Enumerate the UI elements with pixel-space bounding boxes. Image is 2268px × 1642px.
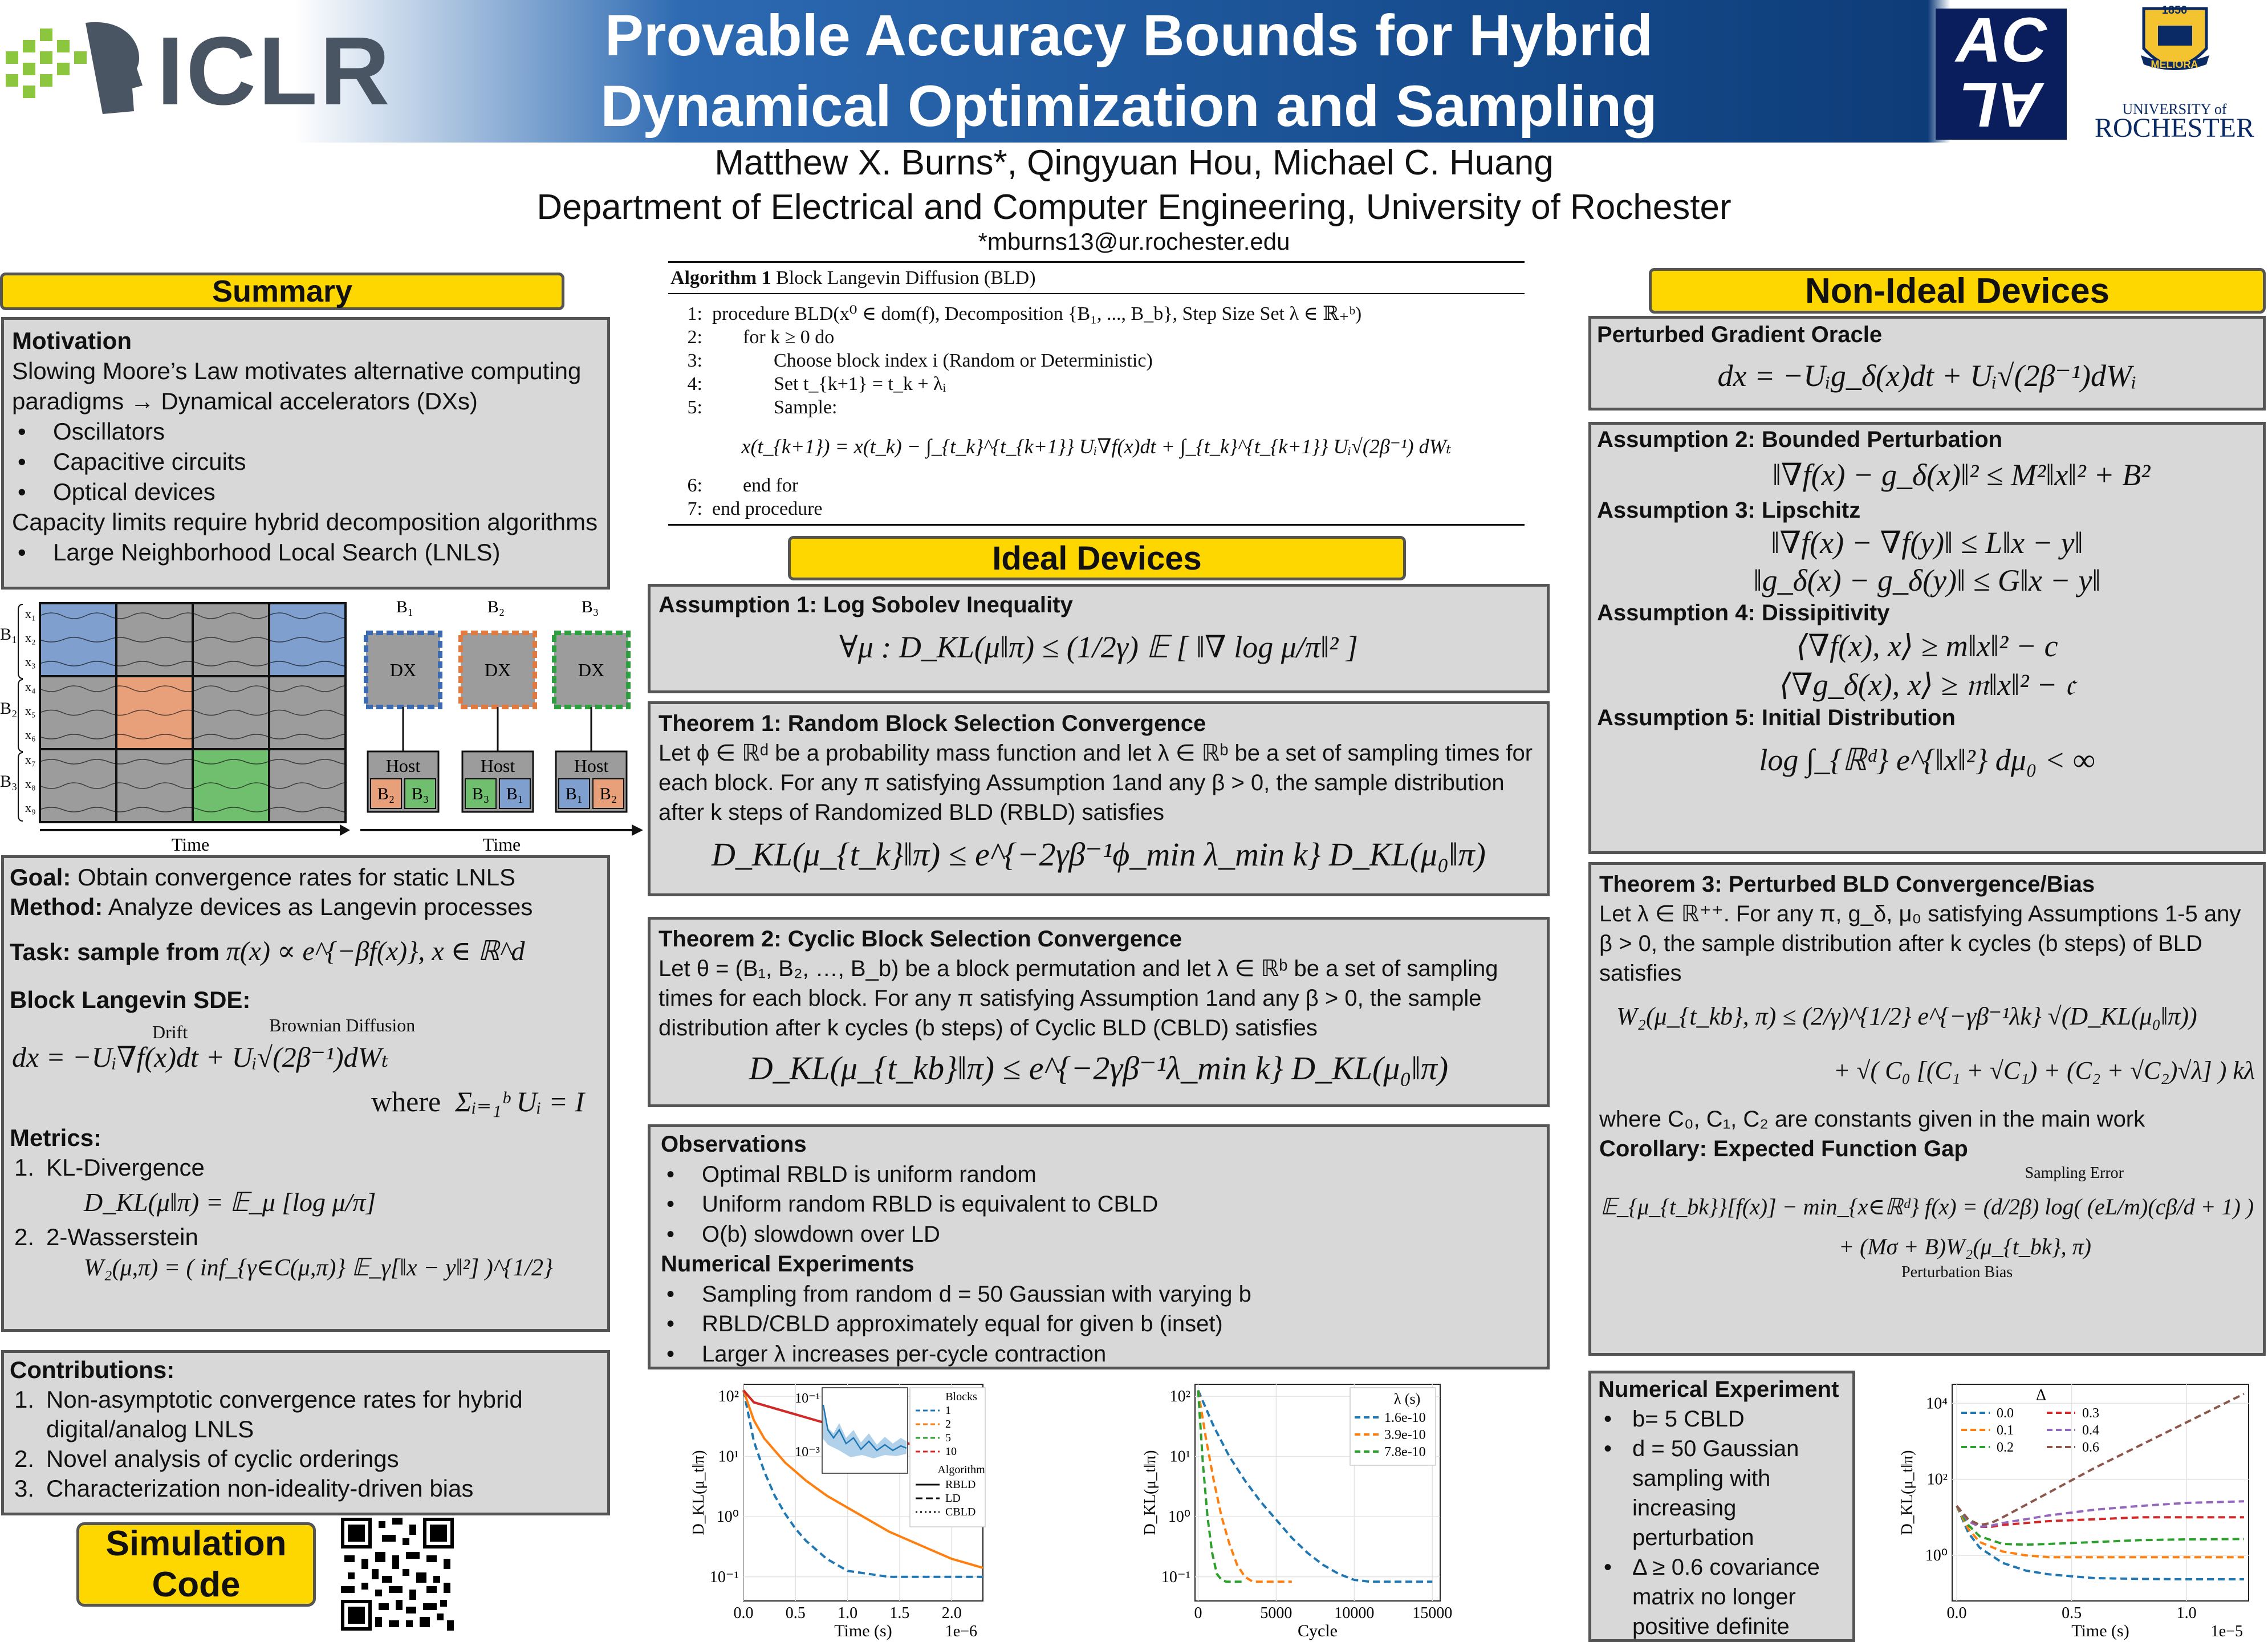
list-item: 2. 2-Wasserstein	[14, 1224, 198, 1250]
metric-2-equation: W₂(μ,π) = ( inf_{γ∈C(μ,π)} 𝔼_γ[‖x − y‖²] )^{1/2}	[84, 1255, 553, 1281]
sum-line	[10, 1084, 601, 1119]
theorem-3-title: Theorem 3: Perturbed BLD Convergence/Bias	[1599, 872, 2095, 897]
non-ideal-banner: Non-Ideal Devices	[1649, 268, 2266, 314]
numerical-experiments-list	[661, 1279, 1537, 1369]
legend-title: λ (s)	[1393, 1391, 1421, 1407]
authors: Matthew X. Burns*, Qingyuan Hou, Michael C. Huang	[714, 143, 1554, 182]
ur-year: 1850	[2161, 4, 2188, 17]
legend-title: Blocks	[945, 1391, 977, 1403]
inset-plot	[822, 1388, 908, 1473]
legend-label: 1	[945, 1404, 951, 1417]
iclr-logo-graphic	[0, 11, 148, 125]
corollary-title: Corollary: Expected Function Gap	[1599, 1136, 1968, 1161]
host-block: B₃	[472, 785, 490, 803]
list-item: • Uniform random RBLD is equivalent to CBLD	[661, 1189, 1537, 1220]
iclr-logo	[0, 11, 399, 125]
goal-label: Goal:	[10, 864, 71, 891]
method-text: Analyze devices as Langevin processes	[108, 893, 533, 920]
simulation-code-button[interactable]	[76, 1522, 316, 1607]
list-item: • O(b) slowdown over LD	[661, 1220, 1537, 1250]
algorithm-line	[668, 497, 1525, 521]
pgo-title: Perturbed Gradient Oracle	[1597, 322, 1883, 347]
list-item: • Optimal RBLD is uniform random	[661, 1160, 1537, 1190]
numerical-experiment-list	[1598, 1404, 1846, 1641]
assumption-1-title: Assumption 1: Log Sobolev Inequality	[659, 592, 1073, 617]
method-line	[10, 892, 601, 922]
motivation-bullets-1	[12, 416, 599, 507]
assumptions-box	[1588, 422, 2266, 854]
dx-label: DX	[578, 660, 605, 680]
motivation-text-1: Slowing Moore’s Law motivates alternative computing paradigms → Dynamical accelerators (DXs)	[12, 357, 582, 414]
block-label-b1: B₁	[0, 625, 18, 644]
task-label: Task: sample from	[10, 938, 220, 965]
y-tick-label: 10⁰	[1168, 1508, 1190, 1526]
task-line	[10, 937, 601, 967]
x-tick-label: 1.5	[889, 1604, 910, 1622]
legend-label: 0.0	[1997, 1406, 2014, 1421]
simulation-label-2: Code	[152, 1565, 241, 1604]
department: Department of Electrical and Computer Engineering, University of Rochester	[536, 188, 1732, 227]
list-item: • Δ ≥ 0.6 covariance matrix no longer positive definite	[1598, 1552, 1846, 1641]
list-item: 1. Non-asymptotic convergence rates for hybrid digital/analog LNLS	[14, 1386, 523, 1442]
y-axis-label: D_KL(μ_t‖π)	[690, 1450, 708, 1535]
legend-label: 2	[945, 1418, 951, 1430]
assumption-3-title: Assumption 3: Lipschitz	[1597, 498, 1861, 523]
assumption-1-equation: ∀μ : D_KL(μ‖π) ≤ (1/2γ) 𝔼 [ ‖∇ log μ/π‖² ]	[839, 630, 1358, 664]
assumption-5-title: Assumption 5: Initial Distribution	[1597, 705, 1956, 730]
theorem-3-equation-2: + √( C₀ [(C₁ + √C₁) + (C₂ + √C₂)√λ] ) kλ	[1833, 1056, 2255, 1084]
host-block: B₁	[506, 785, 524, 803]
inset-y-tick-label: 10⁻¹	[795, 1391, 820, 1406]
block-label-b3: B₃	[0, 772, 18, 791]
row-label: x₇	[25, 753, 36, 767]
line-text: Choose block index i (Random or Deterministic)	[774, 350, 1153, 371]
observations-box	[648, 1124, 1550, 1369]
assumption-4-equation-1: ⟨∇f(x), x⟩ ≥ m‖x‖² − c	[1796, 629, 2058, 663]
x-axis-label: Cycle	[1298, 1621, 1338, 1640]
list-item: • Capacitive circuits	[12, 446, 599, 477]
x-tick-label: 1.0	[838, 1604, 858, 1622]
inset-y-tick-label: 10⁻³	[795, 1445, 820, 1460]
x-tick-label: 2.0	[941, 1604, 962, 1622]
dx-block-label: B₁	[396, 598, 414, 616]
legend-label: 0.6	[2082, 1440, 2099, 1455]
y-tick-label: 10⁰	[1925, 1547, 1948, 1564]
x-tick-label: 0.5	[2062, 1604, 2082, 1622]
algorithm-body	[668, 294, 1525, 526]
method-label: Method:	[10, 893, 103, 920]
algorithm-line	[668, 372, 1525, 396]
host-block: B₁	[565, 785, 583, 803]
y-tick-label: 10⁰	[716, 1508, 739, 1526]
metrics-list-2	[10, 1222, 601, 1252]
theorem-3-where: where C₀, C₁, C₂ are constants given in the main work	[1599, 1107, 2145, 1132]
host-block: B₃	[411, 785, 429, 803]
dx-block-label: B₃	[581, 598, 599, 616]
theorem-2-equation: D_KL(μ_{t_kb}‖π) ≤ e^{−2γβ⁻¹λ_min k} D_KL(μ₀‖π)	[749, 1050, 1449, 1087]
assumption-4-equation-2: ⟨∇g_δ(x), x⟩ ≥ 𝔪‖x‖² − 𝔠	[1779, 668, 2075, 702]
x-tick-label: 0.5	[785, 1604, 806, 1622]
host-label: Host	[385, 755, 421, 776]
summary-banner: Summary	[0, 273, 564, 310]
line-number: 5:	[687, 397, 702, 418]
theorem-1-text: Let ϕ ∈ ℝᵈ be a probability mass function and let λ ∈ ℝᵇ be a set of sampling times for each block. For any π satisfying Assumption 1and any β > 0, the sample distribution after k steps of Randomized BLD (RBLD) satisfies	[659, 741, 1533, 825]
dx-block-label: B₂	[487, 598, 505, 616]
legend-label: 5	[945, 1432, 951, 1444]
line-number: 2:	[687, 327, 702, 348]
theorem-2-text: Let θ = (B₁, B₂, …, B_b) be a block permutation and let λ ∈ ℝᵇ be a set of sampling times for each block. For any π satisfying Assumption 1and any β > 0, the sample distribution after k cycles (b steps) of Cyclic BLD (CBLD) satisfies	[659, 956, 1498, 1041]
pgo-box	[1588, 316, 2266, 410]
x-tick-label: 0.0	[733, 1604, 754, 1622]
goal-text: Obtain convergence rates for static LNLS	[78, 864, 516, 891]
metric-1-equation: D_KL(μ‖π) = 𝔼_μ [log μ/π]	[84, 1188, 376, 1217]
legend-label: LD	[945, 1492, 961, 1505]
line-text: Sample:	[774, 397, 838, 418]
chart-blocks-time	[657, 1371, 1100, 1642]
y-axis-label: D_KL(μ_t‖π)	[1899, 1450, 1916, 1535]
list-item: • RBLD/CBLD approximately equal for given b (inset)	[661, 1309, 1537, 1339]
legend-title: Δ	[2035, 1387, 2047, 1404]
theorem-2-title: Theorem 2: Cyclic Block Selection Convergence	[659, 926, 1182, 952]
chart-lambda-cycle	[1111, 1371, 1479, 1642]
row-label: x₅	[25, 704, 36, 718]
where-label: where	[371, 1086, 441, 1117]
assumption-3-equation-2: ‖g_δ(x) − g_δ(y)‖ ≤ G‖x − y‖	[1753, 563, 2101, 598]
host-block: B₂	[377, 785, 395, 803]
motivation-text-2: Capacity limits require hybrid decomposition algorithms	[12, 509, 598, 535]
row-label: x₉	[25, 800, 36, 815]
line-text: Set t_{k+1} = t_k + λᵢ	[774, 373, 946, 395]
contributions-title: Contributions:	[10, 1356, 175, 1383]
simulation-label-1: Simulation	[105, 1524, 287, 1563]
x-tick-label: 0	[1194, 1604, 1202, 1622]
contributions-list	[10, 1385, 601, 1503]
line-text: end procedure	[712, 498, 823, 519]
metrics-list	[10, 1153, 601, 1182]
list-item: • Large Neighborhood Local Search (LNLS)	[12, 537, 599, 567]
x-tick-label: 5000	[1260, 1604, 1292, 1622]
email: *mburns13@ur.rochester.edu	[978, 228, 1290, 255]
host-block: B₂	[599, 785, 617, 803]
line-text: for k ≥ 0 do	[743, 327, 835, 348]
title-line-2: Dynamical Optimization and Sampling	[600, 74, 1657, 139]
row-label: x₈	[25, 777, 36, 791]
ur-name-small: UNIVERSITY of	[2122, 101, 2227, 117]
theorem-3-equation-1: W₂(μ_{t_kb}, π) ≤ (2/γ)^{1/2} e^{−γβ⁻¹λk} √(D_KL(μ₀‖π))	[1616, 1002, 2197, 1030]
sde-title: Block Langevin SDE:	[10, 986, 251, 1013]
title-line-1: Provable Accuracy Bounds for Hybrid	[604, 3, 1653, 68]
sampling-error-label: Sampling Error	[2025, 1164, 2124, 1182]
legend-label: CBLD	[945, 1506, 976, 1518]
y-tick-label: 10⁻¹	[1161, 1568, 1190, 1586]
line-text: end for	[743, 475, 799, 496]
x-tick-label: 1.0	[2176, 1604, 2197, 1622]
x-axis-label: Time (s)	[2071, 1621, 2129, 1640]
list-item: • Optical devices	[12, 477, 599, 507]
x-axis-multiplier: 1e−6	[945, 1623, 977, 1640]
host-label: Host	[574, 755, 609, 776]
x-tick-label: 10000	[1334, 1604, 1375, 1622]
y-tick-label: 10⁻¹	[709, 1568, 739, 1586]
legend-label: 0.1	[1997, 1423, 2014, 1438]
row-label: x₂	[25, 631, 36, 645]
list-item: • Oscillators	[12, 416, 599, 446]
dx-label: DX	[389, 660, 417, 680]
ac-logo	[1936, 5, 2067, 140]
metric-1: KL-Divergence	[46, 1154, 205, 1181]
dx-label: DX	[484, 660, 511, 680]
legend-label: 0.4	[2082, 1423, 2099, 1438]
motivation-bullets-2	[12, 537, 599, 567]
theorem-2-box	[648, 917, 1550, 1107]
algorithm-title: Block Langevin Diffusion (BLD)	[776, 267, 1036, 288]
algorithm-line	[668, 419, 1525, 474]
sde-annotations	[10, 1015, 601, 1040]
legend-label: 1.6e-10	[1384, 1411, 1426, 1425]
line-number: 1:	[687, 303, 702, 324]
assumption-2-title: Assumption 2: Bounded Perturbation	[1597, 427, 2003, 452]
time-label-2: Time	[482, 834, 521, 855]
contribution-text: Characterization non-ideality-driven bias	[46, 1475, 474, 1502]
sum-equation: Σᵢ₌₁ᵇ Uᵢ = I	[455, 1086, 584, 1117]
list-item: • Larger λ increases per-cycle contraction	[661, 1339, 1537, 1369]
sde-equation: dx = −Uᵢ∇f(x)dt + Uᵢ√(2β⁻¹)dWₜ	[12, 1041, 389, 1073]
assumption-4-title: Assumption 4: Dissipitivity	[1597, 600, 1890, 625]
ac-logo-top: AC	[1956, 5, 2047, 75]
line-text: procedure BLD(x⁰ ∈ dom(f), Decomposition {B₁, ..., B_b}, Step Size Set λ ∈ ℝ₊ᵇ)	[712, 303, 1362, 324]
algorithm-title-bold: Algorithm 1	[670, 267, 771, 288]
contribution-text: Non-asymptotic convergence rates for hybrid digital/analog LNLS	[46, 1386, 523, 1442]
algorithm-line	[668, 396, 1525, 419]
goal-line	[10, 863, 601, 892]
line-number: 4:	[687, 373, 702, 395]
line-number: 6:	[687, 475, 702, 496]
algorithm-line	[668, 474, 1525, 497]
ur-logo	[2081, 3, 2268, 143]
legend-label: 7.8e-10	[1384, 1445, 1426, 1460]
block-label-b2: B₂	[0, 699, 18, 718]
y-tick-label: 10¹	[718, 1448, 739, 1466]
iclr-logo-text: ICLR	[157, 17, 392, 125]
pgo-equation: dx = −Uᵢg_δ(x)dt + Uᵢ√(2β⁻¹)dWᵢ	[1717, 359, 2137, 393]
x-tick-label: 15000	[1412, 1604, 1453, 1622]
theorem-3-text: Let λ ∈ ℝ⁺⁺. For any π, g_δ, μ₀ satisfying Assumptions 1-5 any β > 0, the sample distribution after k cycles (b steps) of BLD satisfies	[1599, 901, 2241, 986]
task-equation: π(x) ∝ e^{−βf(x)}, x ∈ ℝ^d	[226, 936, 525, 966]
time-label-1: Time	[171, 834, 210, 855]
title	[473, 0, 1785, 143]
assumption-5-equation: log ∫_{ℝᵈ} e^{‖x‖²} dμ₀ < ∞	[1759, 743, 2095, 777]
line-text: x(t_{k+1}) = x(t_k) − ∫_{t_k}^{t_{k+1}} Uᵢ∇f(x)dt + ∫_{t_k}^{t_{k+1}} Uᵢ√(2β⁻¹) dWₜ	[741, 435, 1452, 458]
ideal-devices-banner: Ideal Devices	[788, 536, 1406, 580]
algorithm-header	[668, 261, 1525, 294]
y-tick-label: 10¹	[1169, 1448, 1190, 1466]
algorithm-line	[668, 349, 1525, 372]
corollary-equation-2: + (Mσ + B)W₂(μ_{t_bk}, π)	[1839, 1234, 2091, 1259]
legend-label: 0.3	[2082, 1406, 2099, 1421]
y-tick-label: 10²	[1169, 1388, 1190, 1406]
y-axis-label: D_KL(μ_t‖π)	[1141, 1450, 1159, 1535]
y-tick-label: 10²	[718, 1388, 739, 1406]
metrics-title: Metrics:	[10, 1124, 102, 1151]
list-item: • d = 50 Gaussian sampling with increasing perturbation	[1598, 1434, 1846, 1552]
line-number: 3:	[687, 350, 702, 371]
motivation-title: Motivation	[12, 327, 132, 354]
chart-perturbation	[1867, 1371, 2266, 1642]
assumption-2-equation: ‖∇f(x) − g_δ(x)‖² ≤ M²‖x‖² + B²	[1772, 458, 2151, 492]
row-label: x₄	[25, 680, 36, 694]
assumption-3-equation-1: ‖∇f(x) − ∇f(y)‖ ≤ L‖x − y‖	[1771, 526, 2083, 560]
row-label: x₃	[25, 655, 36, 669]
ac-logo-bottom: AL	[1959, 70, 2043, 140]
legend-label: 0.2	[1997, 1440, 2014, 1455]
line-number: 7:	[687, 498, 702, 519]
numerical-experiments-title: Numerical Experiments	[661, 1251, 914, 1277]
row-label: x₆	[25, 727, 36, 742]
contributions-box	[1, 1350, 610, 1515]
metric-2: 2-Wasserstein	[46, 1224, 198, 1250]
qr-code[interactable]	[341, 1518, 454, 1631]
contribution-text: Novel analysis of cyclic orderings	[46, 1445, 399, 1472]
motivation-box	[1, 317, 610, 590]
list-item: 2. Novel analysis of cyclic orderings	[14, 1445, 399, 1472]
corollary-equation-1: 𝔼_{μ_{t_bk}}[f(x)] − min_{x∈ℝᵈ} f(x) = (d/2β) log( (eL/m)(cβ/d + 1) )	[1600, 1194, 2254, 1220]
theorem-3-box	[1588, 862, 2266, 1356]
observations-list	[661, 1160, 1537, 1250]
list-item: • b= 5 CBLD	[1598, 1404, 1846, 1434]
y-tick-label: 10⁴	[1926, 1395, 1948, 1413]
legend-label: 10	[945, 1445, 957, 1458]
host-label: Host	[480, 755, 515, 776]
ur-motto: MELIORA	[2151, 59, 2198, 70]
observations-title: Observations	[661, 1132, 807, 1157]
list-item: • Sampling from random d = 50 Gaussian with varying b	[661, 1279, 1537, 1310]
ur-name: ROCHESTER	[2094, 113, 2255, 143]
brownian-label: Brownian Diffusion	[269, 1015, 416, 1035]
numerical-experiment-title: Numerical Experiment	[1598, 1377, 1839, 1402]
goal-box	[1, 855, 610, 1332]
list-item: 1. KL-Divergence	[14, 1154, 205, 1181]
legend-title: Algorithm	[937, 1464, 985, 1476]
x-axis-label: Time (s)	[834, 1621, 892, 1640]
drift-label: Drift	[152, 1022, 188, 1042]
legend-label: 3.9e-10	[1384, 1428, 1426, 1442]
y-tick-label: 10²	[1926, 1470, 1948, 1489]
x-tick-label: 0.0	[1946, 1604, 1967, 1622]
lnls-diagram	[0, 593, 647, 855]
assumption-1-box	[648, 584, 1550, 693]
legend-label: RBLD	[945, 1478, 976, 1491]
theorem-1-equation: D_KL(μ_{t_k}‖π) ≤ e^{−2γβ⁻¹ϕ_min λ_min k} D_KL(μ₀‖π)	[712, 836, 1486, 873]
numerical-experiment-box	[1588, 1371, 1855, 1642]
x-axis-multiplier: 1e−5	[2210, 1623, 2243, 1640]
list-item: 3. Characterization non-ideality-driven bias	[14, 1475, 474, 1502]
row-label: x₁	[25, 607, 36, 621]
algorithm-line	[668, 302, 1525, 326]
algorithm-line	[668, 326, 1525, 349]
theorem-1-title: Theorem 1: Random Block Selection Convergence	[659, 711, 1206, 736]
perturbation-bias-label: Perturbation Bias	[1901, 1263, 2013, 1281]
algorithm-box	[668, 261, 1525, 525]
theorem-1-box	[648, 701, 1550, 896]
